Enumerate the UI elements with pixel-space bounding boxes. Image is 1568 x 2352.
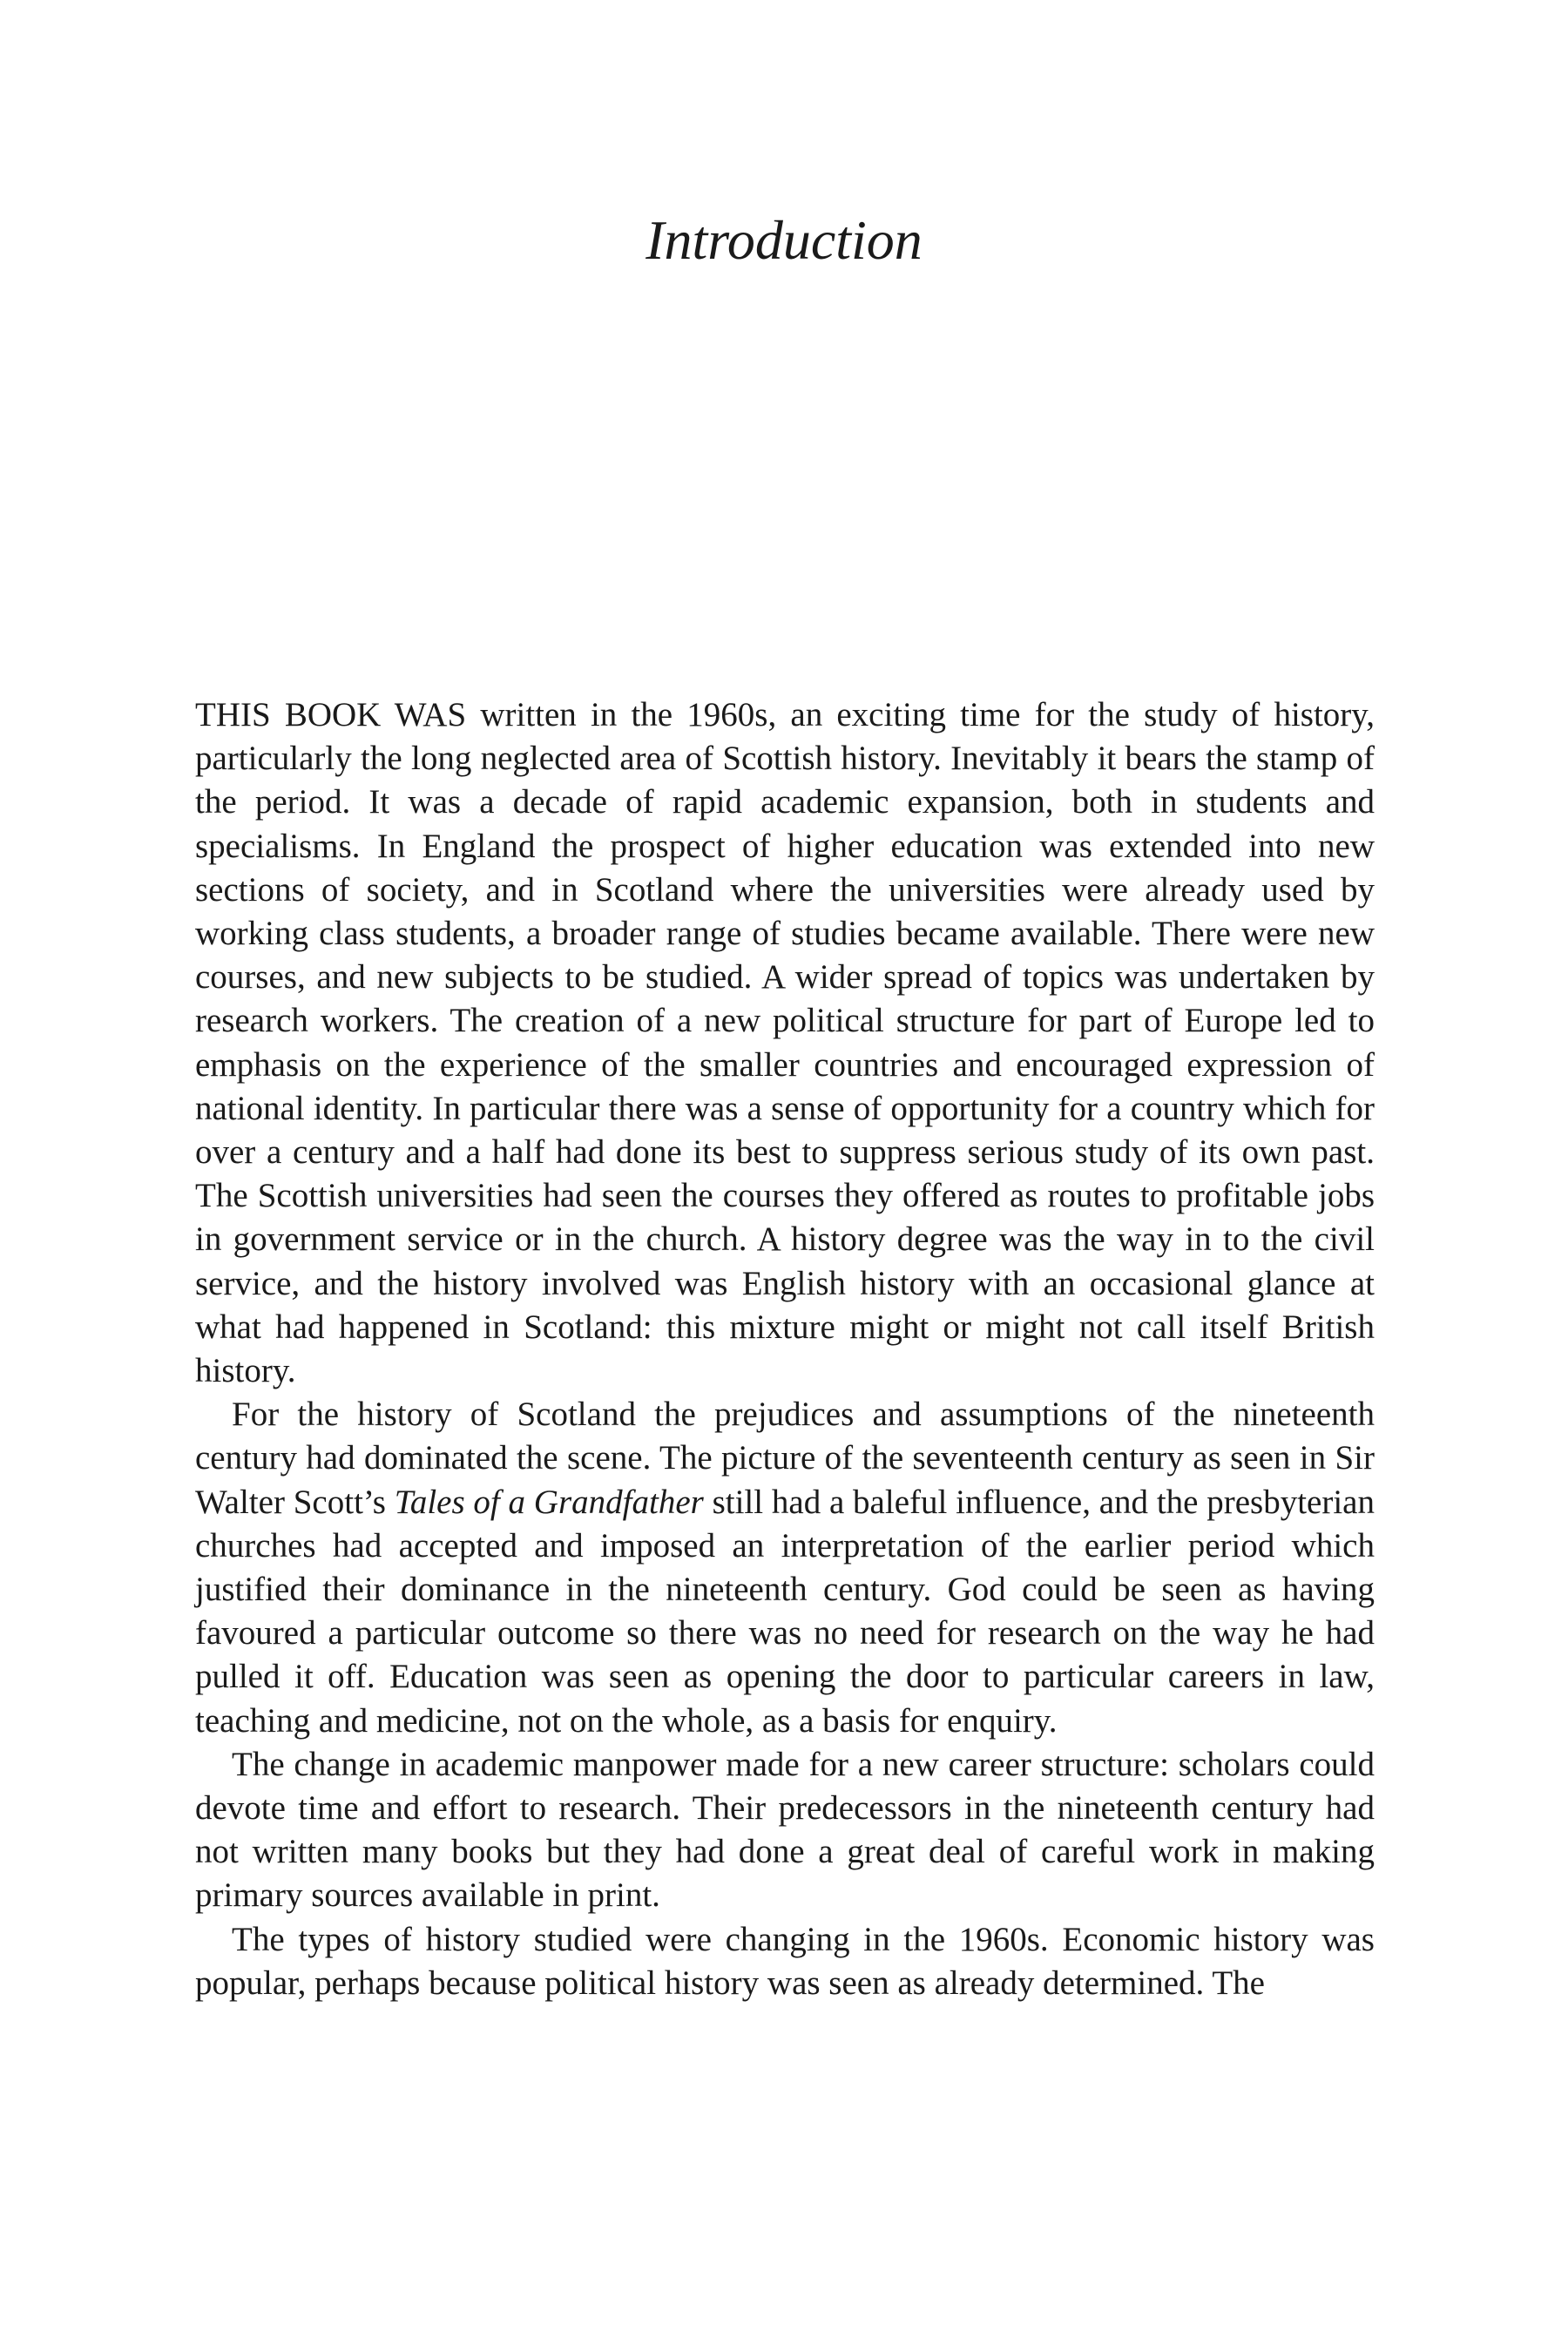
paragraph-1-text: written in the 1960s, an exciting time for the study of history, particularly the long neglected area of Scottish history. Inevitably it bears the stamp of the period. It was a decade of rapid academic expansion, both in students and specialisms. In England the prospect of higher education was extended into new sections of society, and in Scotland where the universities were already used by working class students, a broader range of studies became available. There were new courses, and new subjects to be studied. A wider spread of topics was undertaken by research workers. The creation of a new political structure for part of Europe led to emphasis on the experience of the smaller countries and encouraged expression of national identity. In particular there was a sense of opportunity for a country which for over a century and a half had done its best to suppress serious study of its own past. The Scottish universities had seen the courses they offered as routes to profitable jobs in government service or in the church. A history degree was the way in to the civil service, and the history involved was English history with an occasional glance at what had happened in Scotland: this mixture might or might not call itself British history. bbox=[195, 696, 1375, 1390]
paragraph-2 bbox=[195, 1393, 1375, 1743]
book-title-italic: Tales of a Grandfather bbox=[394, 1483, 704, 1521]
chapter-title: Introduction bbox=[645, 209, 923, 271]
paragraph-2-after: still had a baleful influence, and the presbyterian churches had accepted and imposed an interpretation of the earlier period which justified their dominance in the nineteenth century. God could be seen as having favoured a particular outcome so there was no need for research on the way he had pulled it off. Education was seen as opening the door to particular careers in law, teaching and medicine, not on the whole, as a basis for enquiry. bbox=[195, 1483, 1375, 1740]
paragraph-1-lead: THIS BOOK WAS bbox=[195, 696, 467, 733]
paragraph-2-before: For the history of Scotland the prejudices and assumptions of the nineteenth century had dominated the scene. The picture of the seventeenth century as seen in Sir Walter Scott’s bbox=[195, 1396, 1375, 1521]
paragraph-3: The change in academic manpower made for a new career structure: scholars could devote time and effort to research. Their predecessors in the nineteenth century had not written many books but they had done a great deal of careful work in making primary sources available in print. bbox=[195, 1745, 1375, 1915]
paragraph-1 bbox=[195, 693, 1375, 1393]
body-text bbox=[195, 693, 1375, 2005]
paragraph-4: The types of history studied were changing in the 1960s. Economic history was popular, perhaps because political history was seen as already determined. The bbox=[195, 1920, 1375, 2002]
